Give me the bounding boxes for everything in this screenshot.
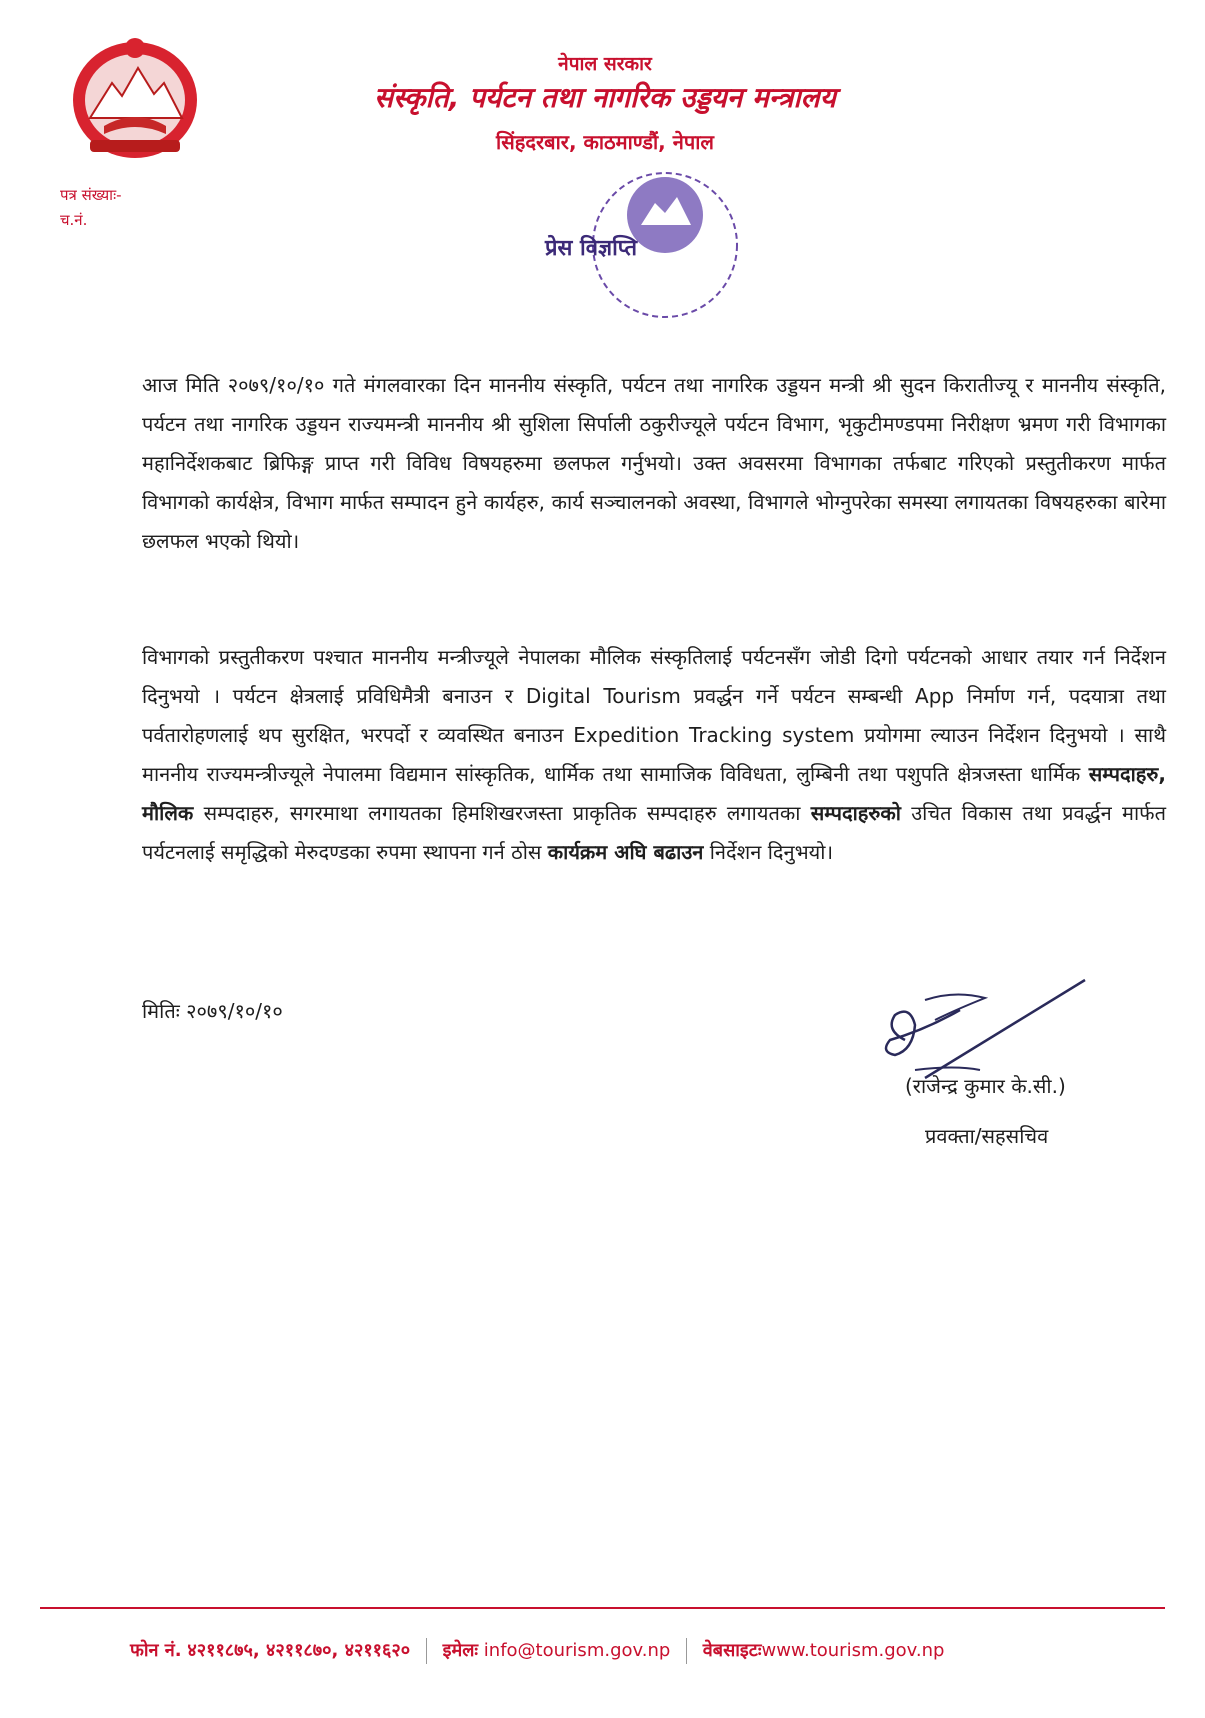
website-label: वेबसाइटः (702, 1640, 762, 1661)
dispatch-number-label: च.नं. (60, 211, 88, 229)
nepal-emblem-icon (60, 28, 210, 168)
ministry-name: संस्कृति, पर्यटन तथा नागरिक उड्डयन मन्त्रालय (374, 81, 836, 114)
press-release-stamp (545, 165, 765, 335)
government-name: नेपाल सरकार (558, 53, 652, 75)
email-label: इमेलः (442, 1640, 479, 1661)
footer-divider (40, 1607, 1165, 1609)
press-paragraph-1: आज मिति २०७९/१०/१० गते मंगलवारका दिन माननीय संस्कृति, पर्यटन तथा नागरिक उड्डयन मन्त्री श्री सुदन किरातीज्यू र माननीय संस्कृति, पर्यटन तथा नागरिक उड्डयन राज्यमन्त्री माननीय श्री सुशिला सिर्पाली ठकुरीज्यूले पर्यटन विभाग, भृकुटीमण्डपमा निरीक्षण भ्रमण गरी विभागका महानिर्देशकबाट ब्रिफिङ्ग प्राप्त गरी विविध विषयहरुमा छलफल गर्नुभयो। उक्त अवसरमा विभागका तर्फबाट गरिएको प्रस्तुतीकरण मार्फत विभागको कार्यक्षेत्र, विभाग मार्फत सम्पादन हुने कार्यहरु, कार्य सञ्चालनको अवस्था, विभागले भोग्नुपरेका समस्या लगायतका विषयहरुका बारेमा छलफल भएको थियो। (142, 373, 1166, 553)
signatory-name: (राजेन्द्र कुमार के.सी.) (905, 1074, 1066, 1098)
press-paragraph-2 (142, 638, 1166, 872)
letter-number-label: पत्र संख्याः- (60, 186, 122, 204)
paragraph-2-bold-a: सम्पदाहरु, मौलिक (142, 762, 1166, 825)
paragraph-2-text-c: उचित विकास तथा प्रवर्द्धन मार्फत पर्यटनलाई समृद्धिको मेरुदण्डका रुपमा स्थापना गर्न ठोस (142, 801, 1166, 864)
phone-numbers: ४२११८७५, ४२११८७०, ४२११६२० (187, 1640, 411, 1661)
website-link[interactable]: www.tourism.gov.np (761, 1640, 945, 1661)
paragraph-2-text-d: निर्देशन दिनुभयो। (703, 840, 834, 864)
email-link[interactable]: info@tourism.gov.np (483, 1640, 671, 1661)
ministry-address: सिंहदरबार, काठमाण्डौं, नेपाल (496, 130, 714, 154)
signatory-designation: प्रवक्ता/सहसचिव (925, 1124, 1049, 1148)
paragraph-2-text-b: सम्पदाहरु, सगरमाथा लगायतका हिमशिखरजस्ता प्राकृतिक सम्पदाहरु लगायतका (193, 801, 811, 825)
footer-contact (130, 1638, 1130, 1664)
footer-separator (686, 1638, 687, 1664)
phone-label: फोन नं. (130, 1640, 182, 1661)
paragraph-2-bold-c: कार्यक्रम अघि बढाउन (547, 840, 704, 864)
footer-separator (426, 1638, 427, 1664)
release-date: मितिः २०७९/१०/१० (142, 999, 283, 1023)
stamp-title: प्रेस विज्ञप्ति (545, 236, 638, 261)
paragraph-2-text-a: विभागको प्रस्तुतीकरण पश्चात माननीय मन्त्रीज्यूले नेपालका मौलिक संस्कृतिलाई पर्यटनसँग जोडी दिगो पर्यटनको आधार तयार गर्न निर्देशन दिनुभयो । पर्यटन क्षेत्रलाई प्रविधिमैत्री बनाउन र Digital Tourism प्रवर्द्धन गर्ने पर्यटन सम्बन्धी App निर्माण गर्न, पदयात्रा तथा पर्वतारोहणलाई थप सुरक्षित, भरपर्दो र व्यवस्थित बनाउन Expedition Tracking system प्रयोगमा ल्याउन निर्देशन दिनुभयो । साथै माननीय राज्यमन्त्रीज्यूले नेपालमा विद्यमान सांस्कृतिक, धार्मिक तथा सामाजिक विविधता, लुम्बिनी तथा पशुपति क्षेत्रजस्ता धार्मिक (142, 645, 1166, 786)
paragraph-2-bold-b: सम्पदाहरुको (810, 801, 901, 825)
